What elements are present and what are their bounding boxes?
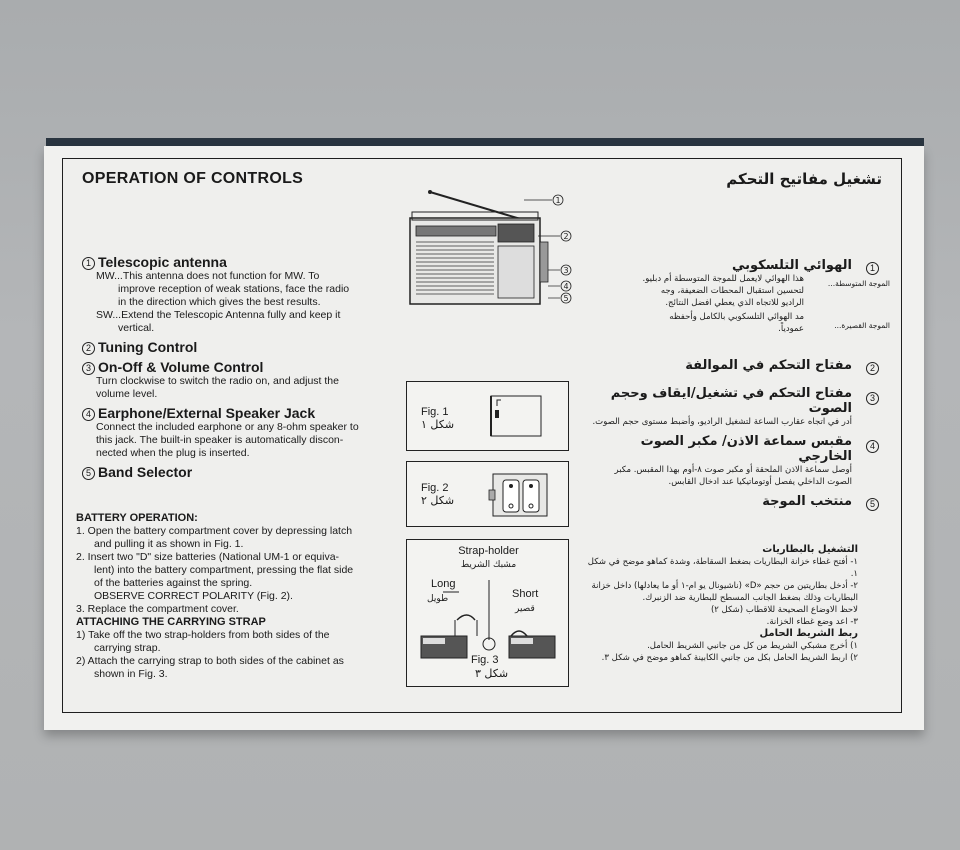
en-battery-3: 3. Replace the compartment cover. — [76, 603, 239, 615]
long-label-ar: طويل — [427, 594, 449, 604]
ar-battery-heading: التشغيل بالبطاريات — [762, 544, 858, 555]
en-item-tuning — [82, 339, 387, 355]
en-heading-jack: Earphone/External Speaker Jack — [98, 405, 316, 421]
en-antenna-mw-2: improve reception of weak stations, face the radio — [118, 283, 350, 295]
ar-volume-1: أدر في اتجاه عقارب الساعة لتشغيل الراديو، وأضبط مستوى حجم الصوت. — [592, 417, 852, 427]
en-jack-2: this jack. The built-in speaker is automatically discon- — [96, 434, 344, 446]
ar-heading-antenna: الهوائي التلسكوبي — [731, 258, 852, 273]
fig2-label: Fig. 2 — [421, 482, 449, 494]
number-badge: 1 — [82, 257, 95, 270]
ar-sw-label: الموجة القصيرة... — [834, 321, 890, 330]
strap-holder-label-ar: مشبك الشريط — [460, 560, 517, 570]
arabic-title: تشغيل مفاتيح التحكم — [726, 170, 882, 188]
en-strap-heading: ATTACHING THE CARRYING STRAP — [76, 616, 266, 628]
en-strap-1b: carrying strap. — [94, 642, 161, 654]
strap-drawing — [407, 570, 570, 660]
fig2-label-ar: شكل ٢ — [421, 494, 455, 507]
ar-battery-2a: ٢- أدخل بطاريتين من حجم «D» (ناشيونال يو ام-١ أو ما يعادلها) داخل خزانة — [591, 581, 858, 591]
fig3-label: Fig. 3 — [471, 654, 499, 666]
en-antenna-mw-1: MW...This antenna does not function for MW. To — [96, 270, 320, 282]
english-battery-section — [76, 512, 388, 681]
en-jack-1: Connect the included earphone or any 8-ohm speaker to — [96, 421, 359, 433]
en-strap-1a: 1) Take off the two strap-holders from both sides of the — [76, 629, 330, 641]
ar-antenna-mw-3: الراديو للاتجاه الذي يعطي افضل النتائج. — [665, 298, 804, 308]
ar-heading-volume: مفتاح التحكم في تشغيل/ايقاف وحجم الصوت — [610, 386, 852, 416]
en-heading-volume: On-Off & Volume Control — [98, 359, 264, 375]
ar-heading-band: منتخب الموجة — [762, 494, 852, 509]
ar-battery-1: ١- أفتح غطاء خزانة البطاريات بضغط السقاطة، وشدة كماهو موضح في شكل ١. — [587, 557, 858, 579]
ar-antenna-sw-2: عمودياً. — [778, 324, 804, 334]
ar-battery-2c: لاحظ الاوضاع الصحيحة للاقطاب (شكل ٢) — [710, 605, 858, 615]
en-item-band — [82, 464, 387, 480]
battery-cover-drawing — [487, 392, 547, 442]
long-label: Long — [431, 578, 456, 590]
ar-jack-block — [586, 434, 852, 488]
ar-num-5 — [866, 498, 882, 511]
fig3-label-ar: شكل ٣ — [475, 667, 509, 680]
english-title: OPERATION OF CONTROLS — [82, 170, 304, 187]
ar-heading-tuning: مفتاح التحكم في الموالفة — [685, 358, 852, 373]
strap-holder-label: Strap-holder — [458, 545, 519, 557]
en-battery-2b: lent) into the battery compartment, pressing the flat side — [94, 564, 354, 576]
en-heading-antenna: Telescopic antenna — [98, 254, 227, 270]
ar-num-2 — [866, 362, 882, 375]
en-volume-text — [82, 375, 387, 401]
number-badge: 1 — [866, 262, 879, 275]
number-badge: 4 — [866, 440, 879, 453]
number-badge: 5 — [866, 498, 879, 511]
speaker-grille — [498, 246, 534, 298]
en-battery-2a: 2. Insert two "D" size batteries (National UM-1 or equiva- — [76, 551, 340, 563]
figure-2 — [406, 461, 569, 527]
ar-antenna-text — [586, 273, 852, 335]
ar-mw-label: الموجة المتوسطة... — [827, 279, 890, 288]
radio-illustration — [402, 186, 582, 310]
ar-volume-block — [586, 386, 852, 428]
ar-jack-2: الصوت الداخلي يفصل أوتوماتيكيا عند ادخال القابس. — [668, 477, 852, 487]
number-badge: 3 — [866, 392, 879, 405]
ar-num-4 — [866, 440, 882, 453]
english-column — [82, 254, 387, 480]
en-battery-2d: OBSERVE CORRECT POLARITY (Fig. 2). — [94, 590, 293, 602]
ar-strap-1: ١) أخرج مشبكي الشريط من كل من جانبي الشريط الحامل. — [647, 641, 858, 651]
ar-jack-1: أوصل سماعة الاذن الملحقة أو مكبر صوت ٨-أوم بهذا المقبس. مكبر — [614, 465, 852, 475]
number-badge: 2 — [866, 362, 879, 375]
tuning-dial — [416, 226, 496, 236]
en-battery-1a: 1. Open the battery compartment cover by depressing latch — [76, 525, 353, 537]
arabic-column — [586, 258, 852, 335]
en-battery-1b: and pulling it as shown in Fig. 1. — [94, 538, 244, 550]
ar-heading-jack: مقبس سماعة الاذن/ مكبر الصوت الخارجي — [640, 434, 852, 464]
ar-strap-2: ٢) اربط الشريط الحامل بكل من جانبي الكابينة كماهو موضح في شكل ٣. — [601, 653, 858, 663]
en-battery-heading: BATTERY OPERATION: — [76, 512, 198, 524]
number-badge: 5 — [82, 467, 95, 480]
en-strap-2b: shown in Fig. 3. — [94, 668, 168, 680]
en-battery-2c: of the batteries against the spring. — [94, 577, 253, 589]
figure-1 — [406, 381, 569, 451]
en-heading-band: Band Selector — [98, 464, 193, 480]
en-volume-2: volume level. — [96, 388, 158, 400]
number-badge: 4 — [82, 408, 95, 421]
en-item-antenna — [82, 254, 387, 270]
ar-strap-heading: ربط الشريط الحامل — [759, 628, 858, 639]
callout-4: 4 — [563, 282, 569, 291]
callout-2: 2 — [563, 232, 569, 241]
ar-battery-section — [586, 544, 858, 664]
callout-5: 5 — [563, 294, 569, 303]
en-jack-text — [82, 421, 387, 460]
en-heading-tuning: Tuning Control — [98, 339, 198, 355]
antenna-line — [430, 192, 524, 220]
en-volume-1: Turn clockwise to switch the radio on, and adjust the — [96, 375, 339, 387]
ar-battery-2b: البطاريات وذلك بضغط الجانب المسطح للبطارية ضد الزنبرك. — [642, 593, 858, 603]
en-strap-2a: 2) Attach the carrying strap to both sides of the cabinet as — [76, 655, 344, 667]
battery-drawing — [487, 470, 553, 520]
en-item-jack — [82, 405, 387, 421]
ar-antenna-mw-2: لتحسين استقبال المحطات الضعيفة، وجه — [660, 286, 804, 296]
en-antenna-text — [82, 270, 387, 335]
en-item-volume — [82, 359, 387, 375]
ar-antenna-sw-1: مد الهوائي التلسكوبي بالكامل وأحفظه — [669, 312, 804, 322]
fig1-label-ar: شكل ١ — [421, 418, 455, 431]
en-antenna-sw-1: SW...Extend the Telescopic Antenna fully and keep it — [96, 309, 341, 321]
callout-1: 1 — [555, 196, 561, 205]
ar-num-1 — [866, 262, 882, 275]
ar-antenna-mw-1: هذا الهوائي لايعمل للموجة المتوسطة أم دبليو. — [642, 274, 804, 284]
number-badge: 3 — [82, 362, 95, 375]
short-label: Short — [512, 588, 539, 600]
fig1-label: Fig. 1 — [421, 406, 449, 418]
en-jack-3: nected when the plug is inserted. — [96, 447, 250, 459]
short-label-ar: قصير — [515, 604, 535, 614]
callout-3: 3 — [563, 266, 569, 275]
figure-3 — [406, 539, 569, 687]
en-antenna-sw-2: vertical. — [118, 322, 155, 334]
en-antenna-mw-3: in the direction which gives the best results. — [118, 296, 321, 308]
ar-num-3 — [866, 392, 882, 405]
ar-battery-3: ٣- اعد وضع غطاء الخزانة. — [766, 617, 858, 627]
number-badge: 2 — [82, 342, 95, 355]
